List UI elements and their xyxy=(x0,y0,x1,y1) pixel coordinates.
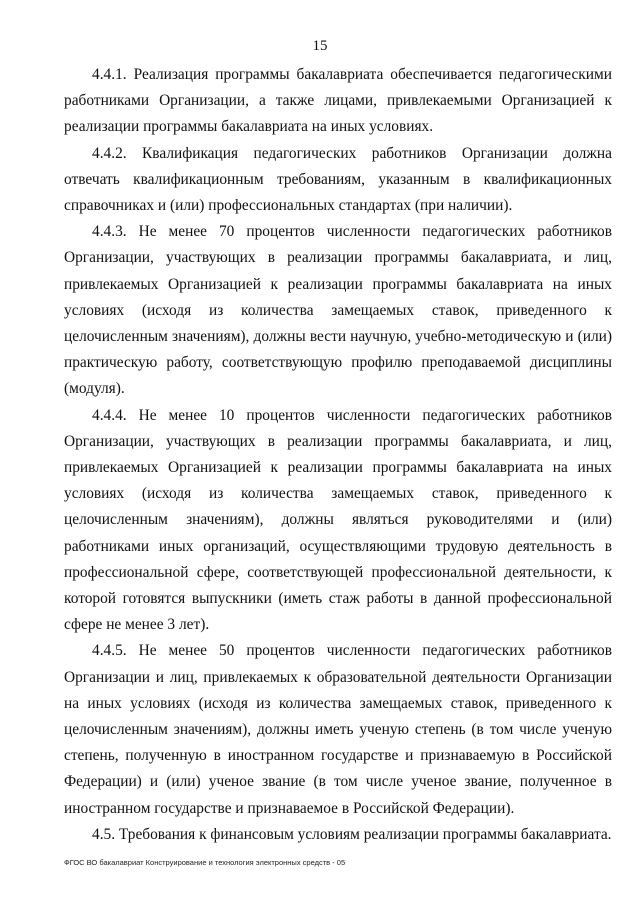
page-number: 15 xyxy=(312,38,328,54)
paragraph-4-4-1: 4.4.1. Реализация программы бакалавриата обеспечивается педагогическими работниками Организации, а также лицами, привлекаемыми Организацией к реализации программы бакалавриата на иных условиях. xyxy=(64,66,612,136)
paragraph-4-4-5: 4.4.5. Не менее 50 процентов численности педагогических работников Организации и лиц, привлекаемых к образовательной деятельности Организации на иных условиях (исходя из количества замещаемых ставок, приведенного к целочисленным значениям), должны иметь ученую степень (в том числе ученую степень, полученную в иностранном государстве и признаваемую в Российской Федерации) и (или) ученое звание (в том числе ученое звание, полученное в иностранном государстве и признаваемое в Российской Федерации). xyxy=(64,642,612,817)
paragraph-4-4-3: 4.4.3. Не менее 70 процентов численности педагогических работников Организации, участвующих в реализации программы бакалавриата, и лиц, привлекаемых Организацией к реализации программы бакалавриата на иных условиях (исходя из количества замещаемых ставок, приведенного к целочисленным значениям), должны вести научную, учебно-методическую и (или) практическую работу, соответствующую профилю преподаваемой дисциплины (модуля). xyxy=(64,223,612,398)
page-body xyxy=(64,62,612,848)
paragraph-4-4-2: 4.4.2. Квалификация педагогических работников Организации должна отвечать квалификационным требованиям, указанным в квалификационных справочниках и (или) профессиональных стандартах (при наличии). xyxy=(64,144,612,215)
page-footer: ФГОС ВО бакалавриат Конструирование и технология электронных средств - 05 xyxy=(64,858,346,867)
paragraph-4-4-4: 4.4.4. Не менее 10 процентов численности педагогических работников Организации, участвующих в реализации программы бакалавриата, и лиц, привлекаемых Организацией к реализации программы бакалавриата на иных условиях (исходя из количества замещаемых ставок, приведенного к целочисленным значениям), должны являться руководителями и (или) работниками иных организаций, осуществляющими трудовую деятельность в профессиональной сфере, соответствующей профессиональной деятельности, к которой готовятся выпускники (иметь стаж работы в данной профессиональной сфере не менее 3 лет). xyxy=(64,406,612,634)
paragraph-4-5: 4.5. Требования к финансовым условиям реализации программы бакалавриата. xyxy=(92,825,612,843)
